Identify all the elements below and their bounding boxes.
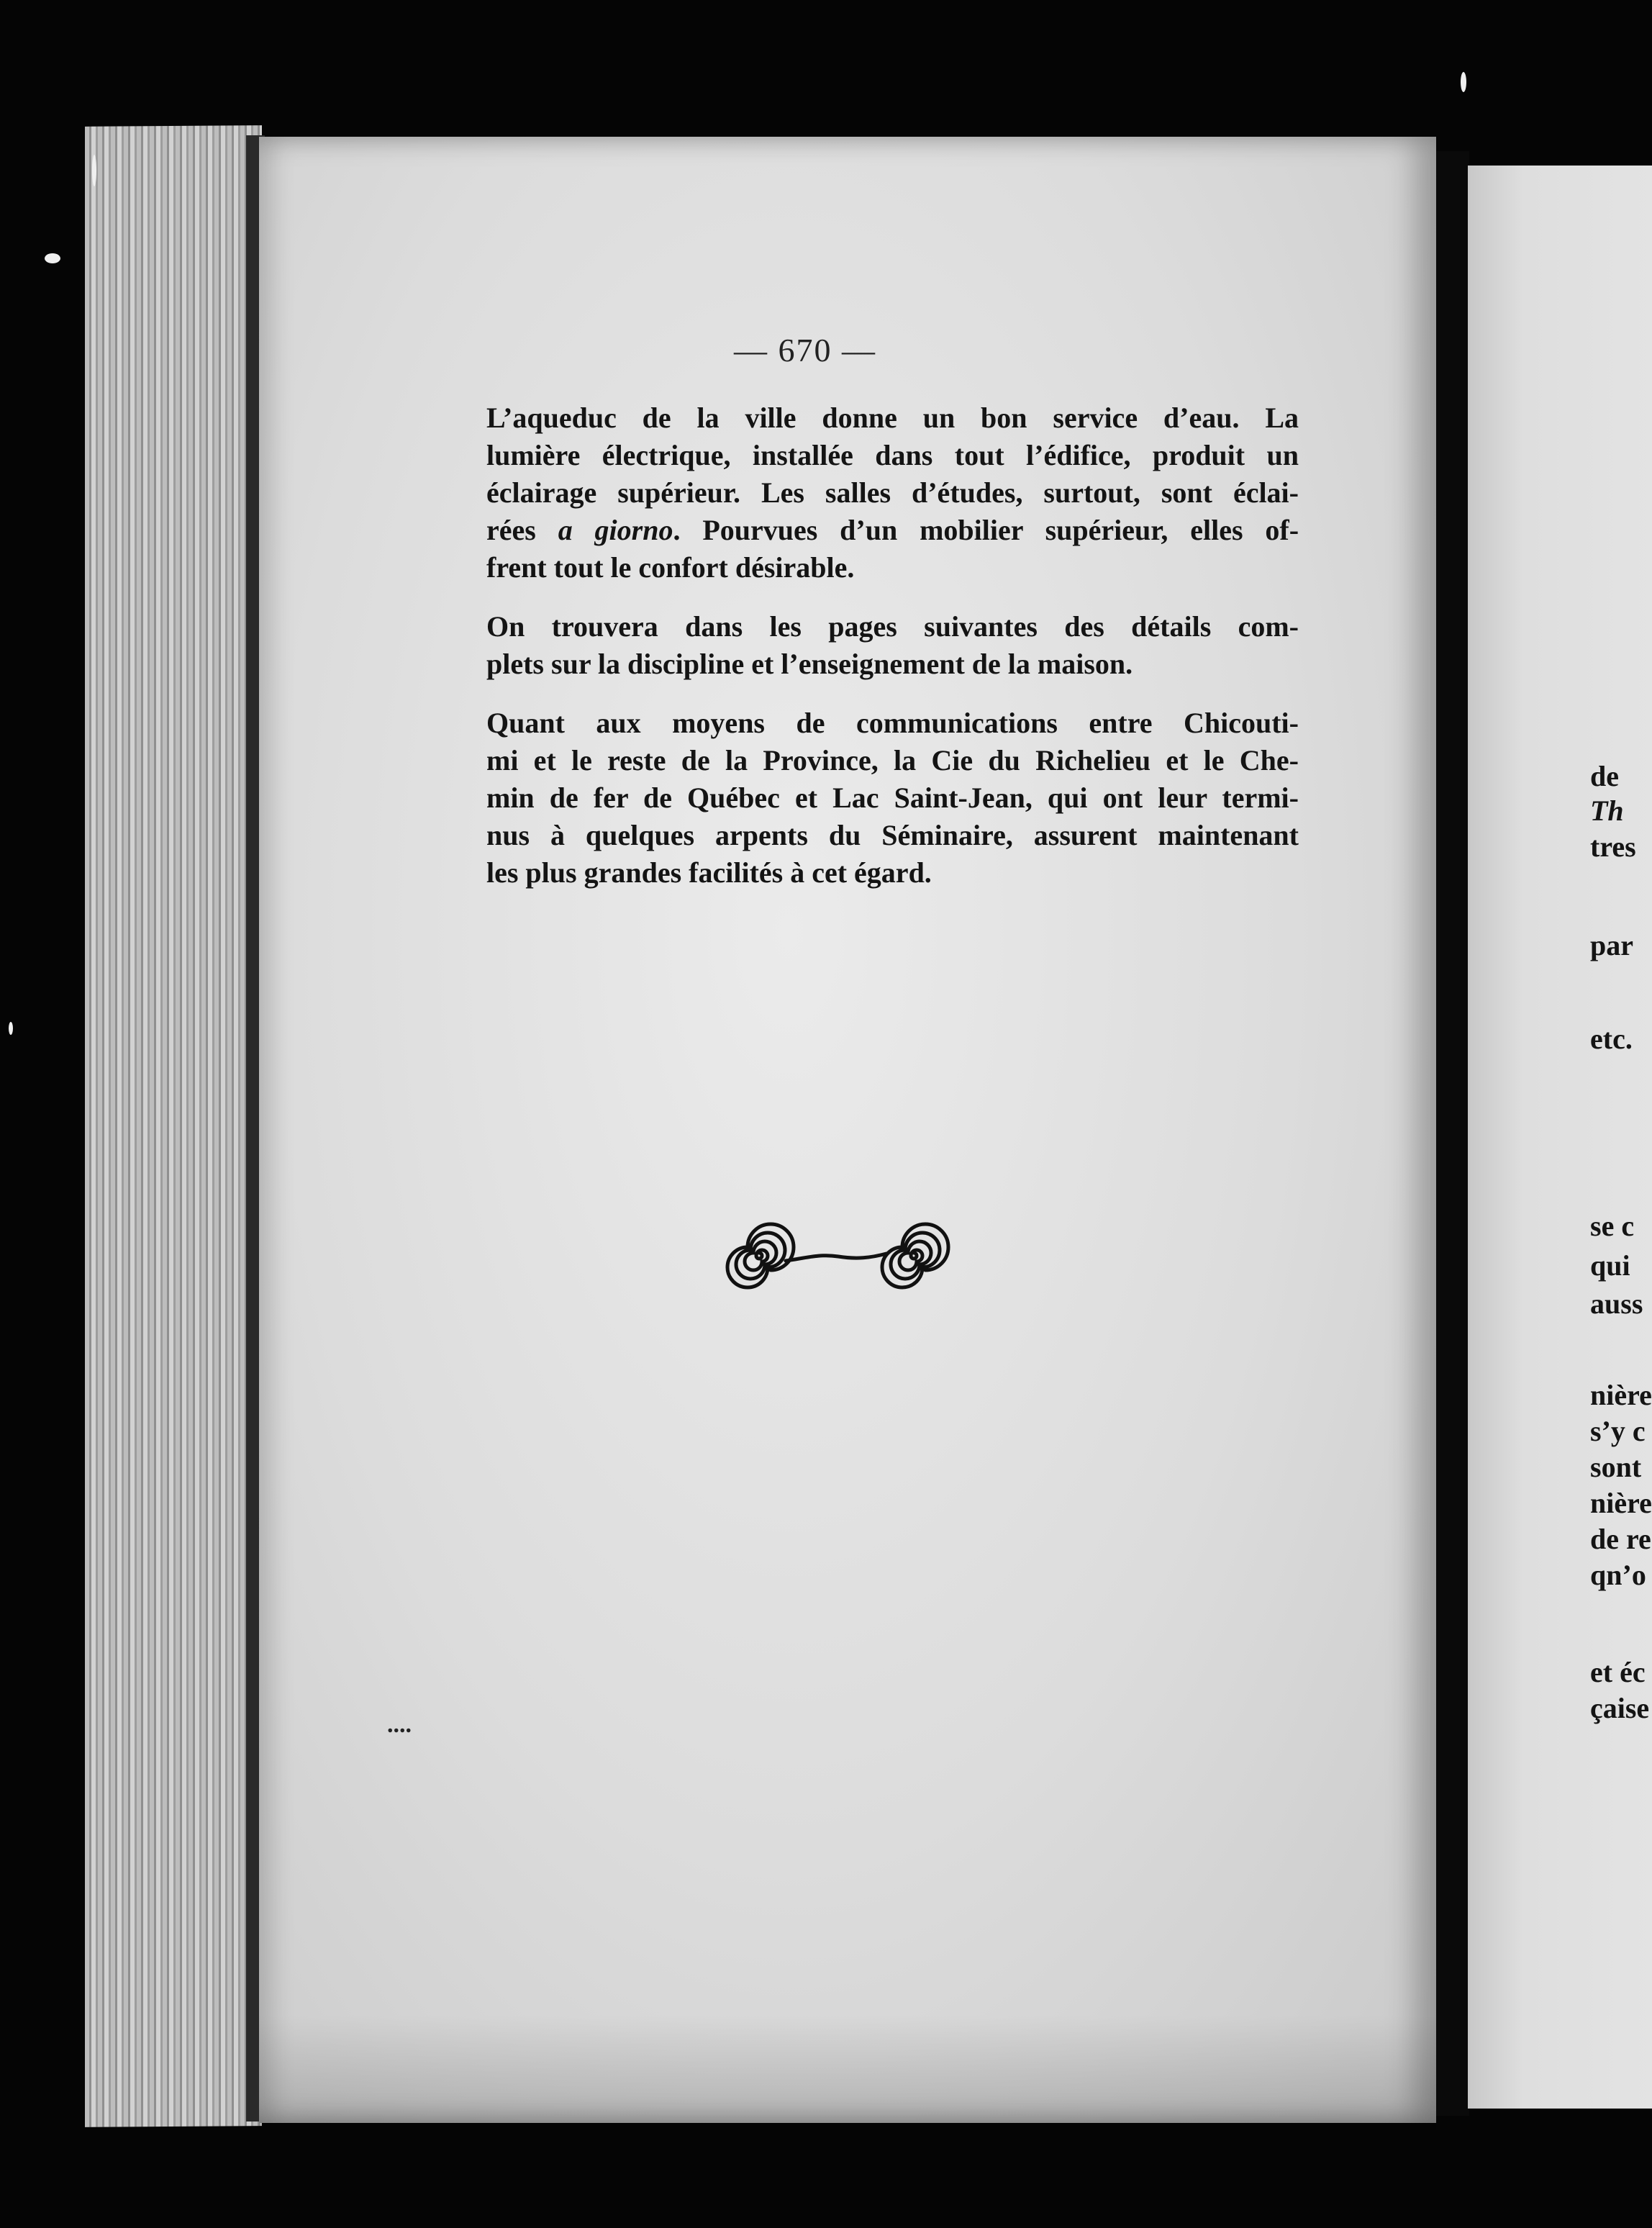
text-fragment: et éc [1590, 1656, 1646, 1688]
text-fragment: de [1590, 760, 1619, 792]
text-fragment: sont [1590, 1451, 1642, 1483]
text-line: plets sur la discipline et l’enseignement de la maison. [486, 648, 1133, 680]
text-line: frent tout le confort désirable. [486, 551, 855, 584]
text-fragment: s’y c [1590, 1415, 1646, 1447]
double-spiral-ornament-icon [720, 1216, 957, 1295]
paragraph-3 [417, 705, 1299, 892]
text-fragment: tres [1590, 830, 1636, 863]
text-fragment: çaise [1590, 1692, 1650, 1724]
text-fragment: auss [1590, 1287, 1643, 1320]
text-fragment: etc. [1590, 1023, 1633, 1055]
text-line: lumière électrique, installée dans tout l’édifice, produit un [486, 439, 1299, 471]
text-line: On trouvera dans les pages suivantes des détails com- [486, 610, 1299, 643]
text-line: Quant aux moyens de communications entre Chicouti- [486, 707, 1299, 739]
text-fragment: nière [1590, 1487, 1652, 1519]
page-bottom-shadow [259, 2015, 1436, 2130]
text-fragment: rées [486, 514, 558, 546]
film-speck [45, 253, 60, 263]
text-fragment: . Pourvues d’un mobilier supérieur, elles of- [673, 514, 1299, 546]
text-line: mi et le reste de la Province, la Cie du Richelieu et le Che- [486, 744, 1299, 776]
italic-phrase: a giorno [558, 514, 673, 546]
paragraph-1 [417, 399, 1299, 587]
text-fragment: de re [1590, 1523, 1651, 1555]
film-speck [9, 1022, 13, 1035]
text-line: les plus grandes facilités à cet égard. [486, 856, 932, 889]
text-fragment: par [1590, 929, 1633, 961]
text-line: min de fer de Québec et Lac Saint-Jean, qui ont leur termi- [486, 782, 1299, 814]
text-line: nus à quelques arpents du Séminaire, assurent maintenant [486, 819, 1299, 851]
paragraph-2 [417, 608, 1299, 683]
page-edge-stack [85, 125, 262, 2127]
film-speck [92, 155, 96, 186]
text-line: L’aqueduc de la ville donne un bon service d’eau. La [486, 402, 1299, 434]
text-line-with-italic [417, 512, 1299, 549]
book-gutter [1436, 151, 1469, 2116]
text-fragment: qui [1590, 1249, 1630, 1282]
body-text [417, 399, 1299, 913]
film-speck [1461, 72, 1466, 92]
footer-marks: .... [387, 1711, 412, 1738]
page-number: — 670 — [734, 332, 876, 368]
text-fragment: qn’o [1590, 1559, 1646, 1591]
right-page-text-fragments [1590, 0, 1652, 2228]
text-line: éclairage supérieur. Les salles d’études, surtout, sont éclai- [486, 476, 1299, 509]
text-fragment: Th [1590, 794, 1624, 827]
text-fragment: se c [1590, 1210, 1635, 1242]
text-fragment: nière [1590, 1379, 1652, 1411]
